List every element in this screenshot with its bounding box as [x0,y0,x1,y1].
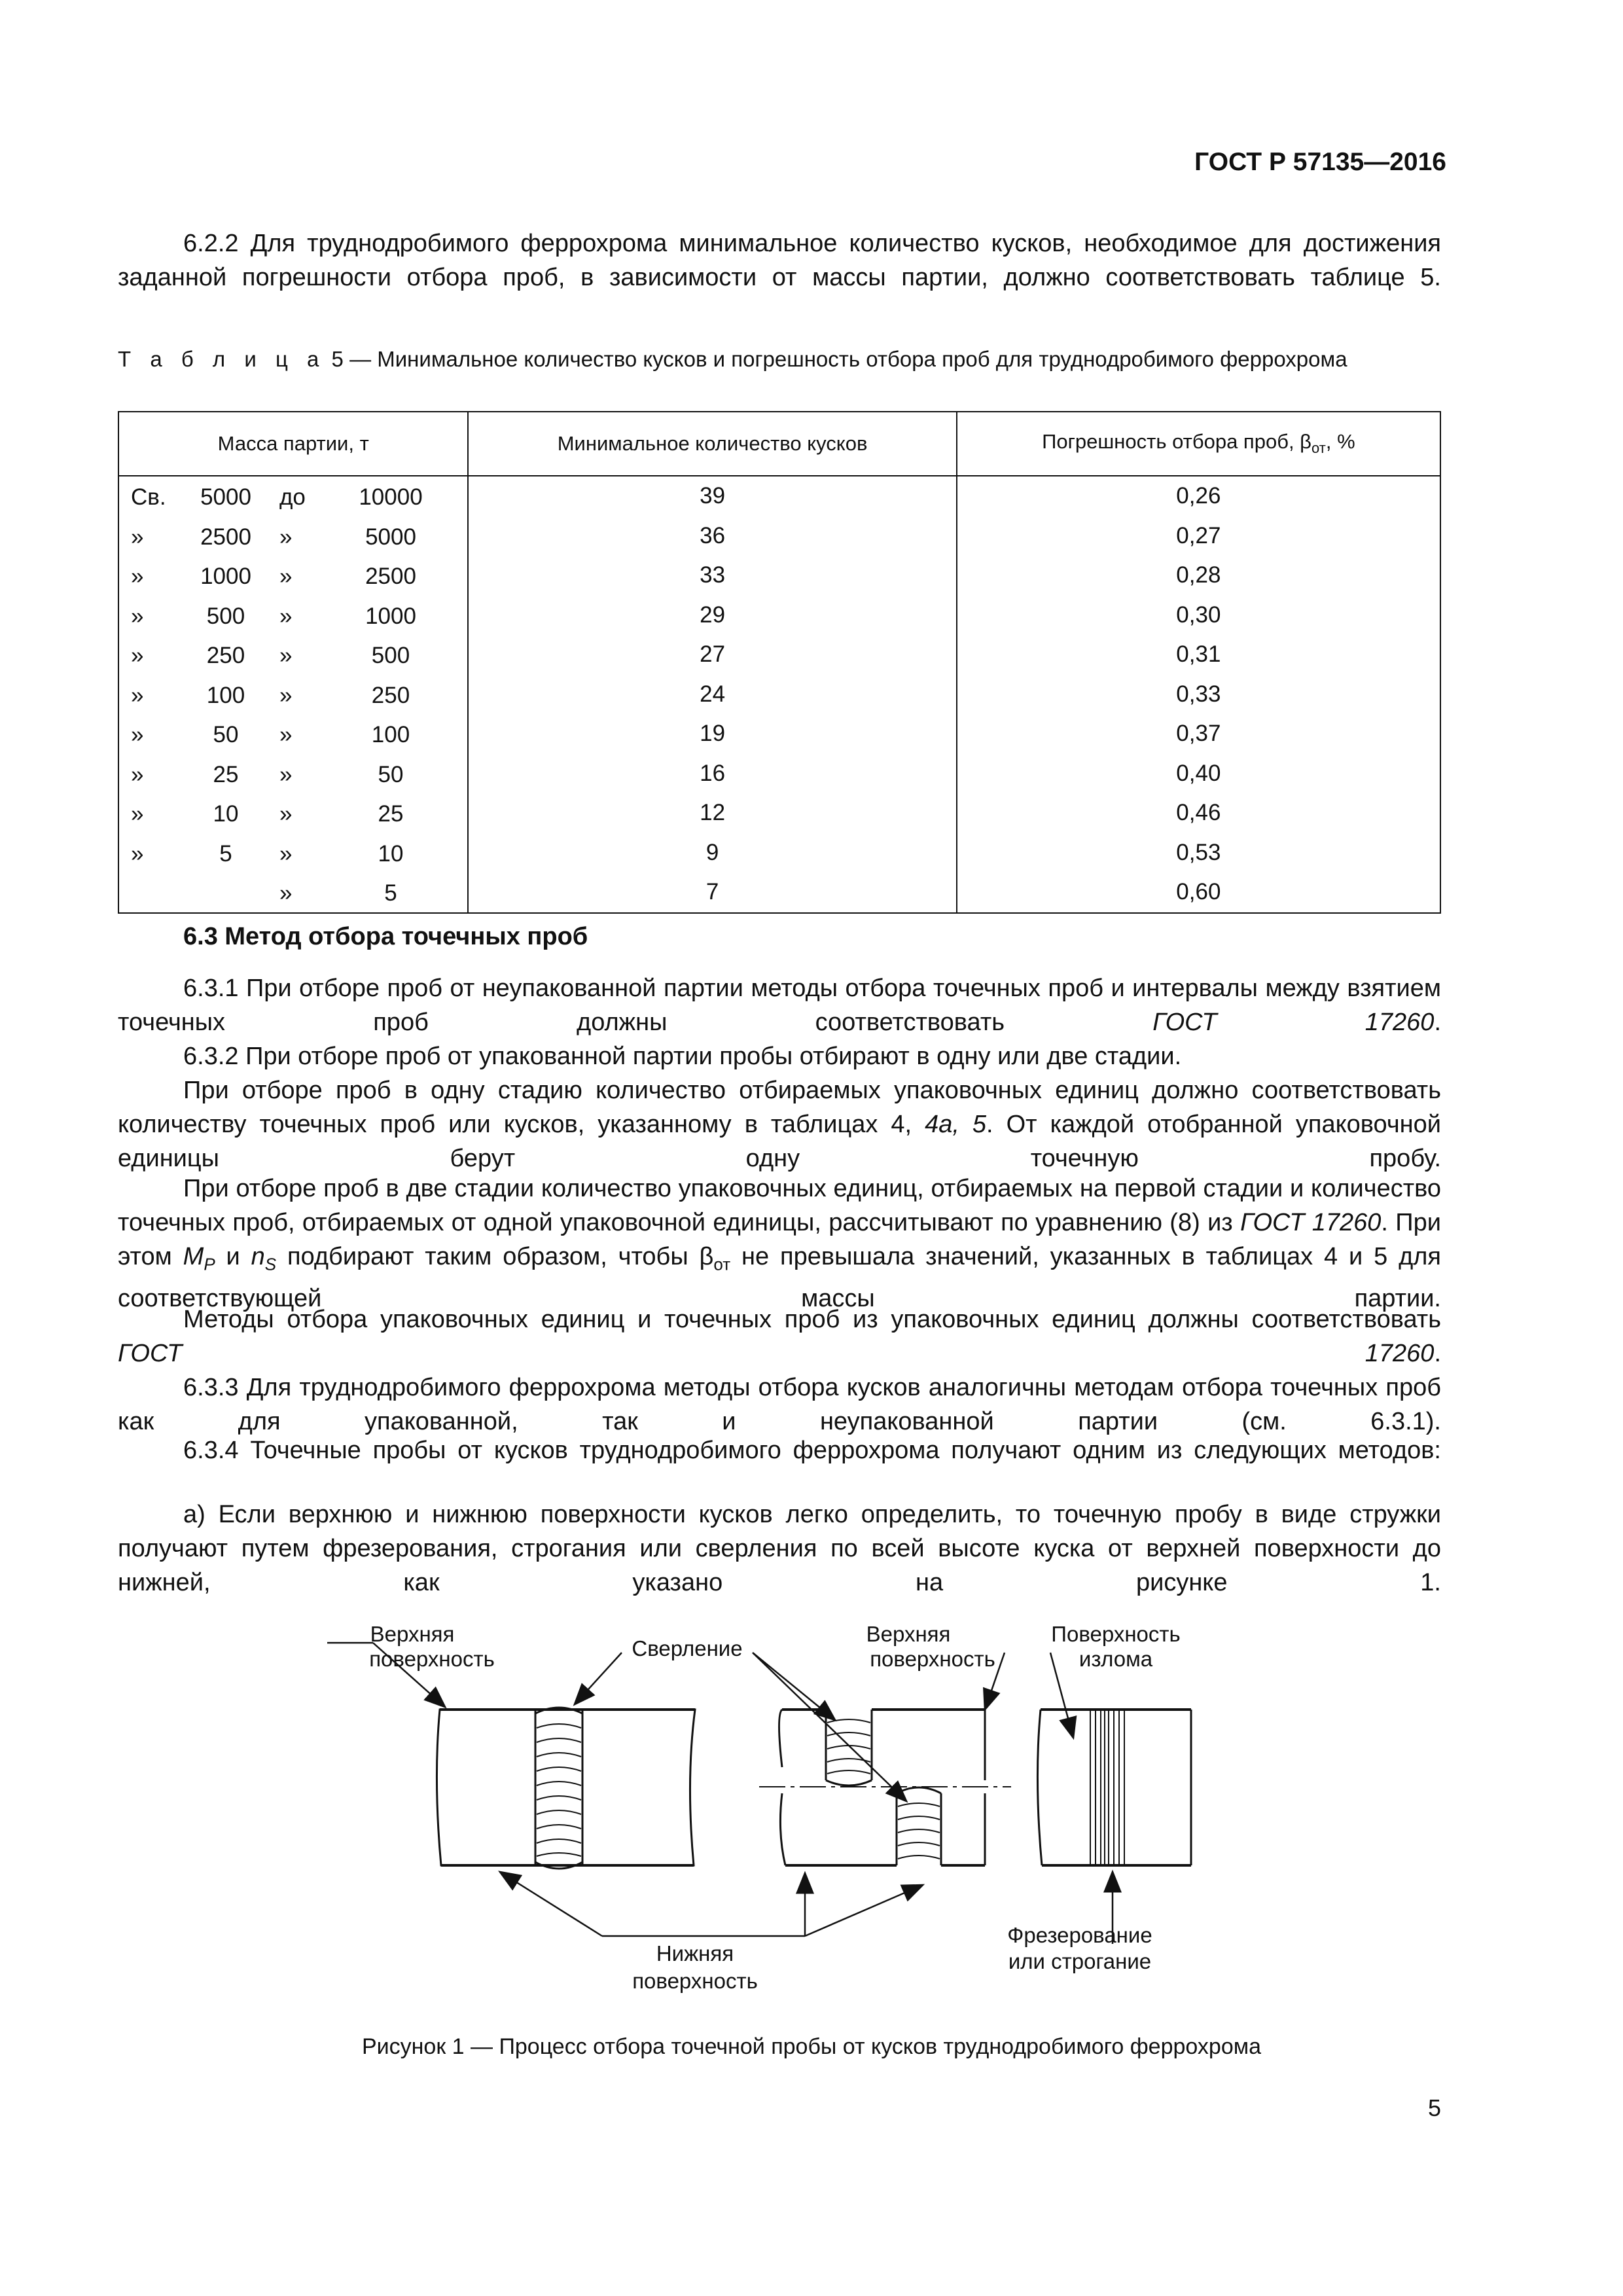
mass-to: 10 [378,840,404,867]
piece-1-left [437,1710,535,1865]
label-drilling: Сверление [632,1636,743,1660]
paragraph-a: а) Если верхнюю и нижнюю поверхности кусков легко определить, то точечную пробу в виде стружки получают путем фрезерования, строгания или сверления по всей высоте куска от верхней поверхности до нижней, как указано на рисунке 1. [118,1501,1441,1596]
mass-mid: » [279,643,293,668]
header-error: Погрешность отбора проб, $\beta_{от}$, % [957,412,1440,476]
paragraph-6-3-4: 6.3.4 Точечные пробы от кусков труднодробимого феррохрома получают одним из следующих методов: [183,1437,1441,1464]
mass-to: 1000 [365,603,416,629]
cell-count: 39 [468,476,956,516]
mass-from: 500 [206,603,245,629]
mass-from: 5 [219,840,232,867]
cell-count: 29 [468,596,956,636]
cell-error: 0,30 [957,596,1440,636]
mass-from: 2500 [200,524,251,550]
milling-lines [1090,1710,1124,1865]
mass-pre: » [131,643,144,668]
mass-to: 500 [371,643,410,668]
mass-mid: » [279,524,293,550]
cell-count: 16 [468,754,956,794]
cell-error: 0,31 [957,635,1440,675]
label-bottom-line1: Нижняя [656,1941,734,1965]
label-top-surface2-line2: поверхность [870,1647,995,1671]
label-bottom-line2: поверхность [632,1969,758,1993]
mass-pre: » [131,564,144,589]
mass-mid: » [279,564,293,589]
cell-error: 0,60 [957,872,1440,913]
paragraph-6-3-3: 6.3.3 Для труднодробимого феррохрома методы отбора кусков аналогичны методам отбора точечных проб как для упакованной, так и неупакованной партии (см. 6.3.1). [118,1374,1441,1435]
mass-from: 100 [206,682,245,708]
paragraph-6-2-2: 6.2.2 Для труднодробимого феррохрома минимальное количество кусков, необходимое для достижения заданной погрешности отбора проб, в зависимости от массы партии, должно соответствовать таблице 5. [118,230,1441,291]
mass-pre: Св. [131,484,166,510]
label-top-surface-line1: Верхняя [370,1622,455,1646]
mass-from: 50 [213,722,239,747]
cell-count: 12 [468,793,956,833]
mass-mid: » [279,722,293,747]
mass-to: 50 [378,761,404,787]
mass-from: 25 [213,761,239,787]
cell-count: 27 [468,635,956,675]
cell-error: 0,28 [957,556,1440,596]
cell-error: 0,37 [957,714,1440,754]
cell-error: 0,26 [957,476,1440,516]
mass-pre: » [131,682,144,708]
document-id: ГОСТ Р 57135—2016 [1194,148,1446,176]
mass-to: 25 [378,801,404,827]
cell-count: 36 [468,516,956,556]
paragraph-methods: Методы отбора упаковочных единиц и точечных проб из упаковочных единиц должны соответствовать ГОСТ 17260. [118,1306,1441,1367]
mass-mid: » [279,603,293,629]
section-heading-6-3: 6.3 Метод отбора точечных проб [183,923,588,950]
figure-caption: Рисунок 1 — Процесс отбора точечной пробы от кусков труднодробимого феррохрома [361,2034,1262,2059]
page-number: 5 [1427,2094,1441,2121]
mass-pre: » [131,761,144,787]
paragraph-one-stage: При отборе проб в одну стадию количество отбираемых упаковочных единиц должно соответствовать количеству точечных проб или кусков, указанному в таблицах 4, 4а, 5. От каждой отобранной упаковочной единицы берут одну точечную пробу. [118,1077,1441,1172]
piece-1-right [582,1710,695,1865]
cell-count: 19 [468,714,956,754]
mass-from: 1000 [200,564,251,589]
mass-to: 5 [384,880,397,906]
mass-mid: » [279,880,293,906]
label-fracture-line1: Поверхность [1051,1622,1181,1646]
mass-from: 250 [206,643,245,668]
cell-error: 0,53 [957,833,1440,873]
mass-mid: » [279,682,293,708]
mass-from: 10 [213,801,239,827]
label-milling-line1: Фрезерование [1007,1923,1152,1947]
mass-pre: » [131,722,144,747]
label-top-surface2-line1: Верхняя [866,1622,951,1646]
mass-mid: » [279,761,293,787]
mass-pre: » [131,524,144,550]
mass-pre: » [131,603,144,629]
mass-to: 5000 [365,524,416,550]
paragraph-two-stage: При отборе проб в две стадии количество упаковочных единиц, отбираемых на первой стадии и количество точечных проб, отбираемых от одной упаковочной единицы, рассчитывают по уравнению (8) из ГОСТ 17260. При этом $M_P$ и $n_S$ подбирают таким образом, чтобы $\beta_{от}$ не превышала значений, указанных в таблицах 4 и 5 для соответствующей массы партии. [118,1175,1442,1312]
label-fracture-line2: излома [1079,1647,1153,1671]
mass-to: 250 [371,682,410,708]
label-top-surface-line2: поверхность [369,1647,495,1671]
cell-count: 9 [468,833,956,873]
cell-count: 24 [468,675,956,715]
header-count: Минимальное количество кусков [468,412,956,476]
cell-count: 33 [468,556,956,596]
mass-to: 2500 [365,564,416,589]
cell-error: 0,33 [957,675,1440,715]
paragraph-6-3-1: 6.3.1 При отборе проб от неупакованной партии методы отбора точечных проб и интервалы между взятием точечных проб должны соответствовать ГОСТ 17260. [118,975,1441,1036]
cell-error: 0,27 [957,516,1440,556]
mass-to: 10000 [359,484,423,510]
label-milling-line2: или строгание [1008,1949,1152,1973]
table-caption: Т а б л и ц а 5 — Минимальное количество кусков и погрешность отбора проб для труднодробимого феррохрома [118,347,1347,371]
mass-mid: до [279,484,306,510]
mass-pre: » [131,801,144,827]
mass-to: 100 [371,722,410,747]
cell-error: 0,40 [957,754,1440,794]
mass-from: 5000 [200,484,251,510]
paragraph-6-3-2: 6.3.2 При отборе проб от упакованной партии пробы отбирают в одну или две стадии. [183,1043,1182,1070]
cell-error: 0,46 [957,793,1440,833]
mass-mid: » [279,840,293,867]
mass-mid: » [279,801,293,827]
drill-hole-1-hatching [537,1724,581,1856]
cell-count: 7 [468,872,956,913]
mass-pre: » [131,840,144,867]
header-mass: Масса партии, т [118,412,468,476]
